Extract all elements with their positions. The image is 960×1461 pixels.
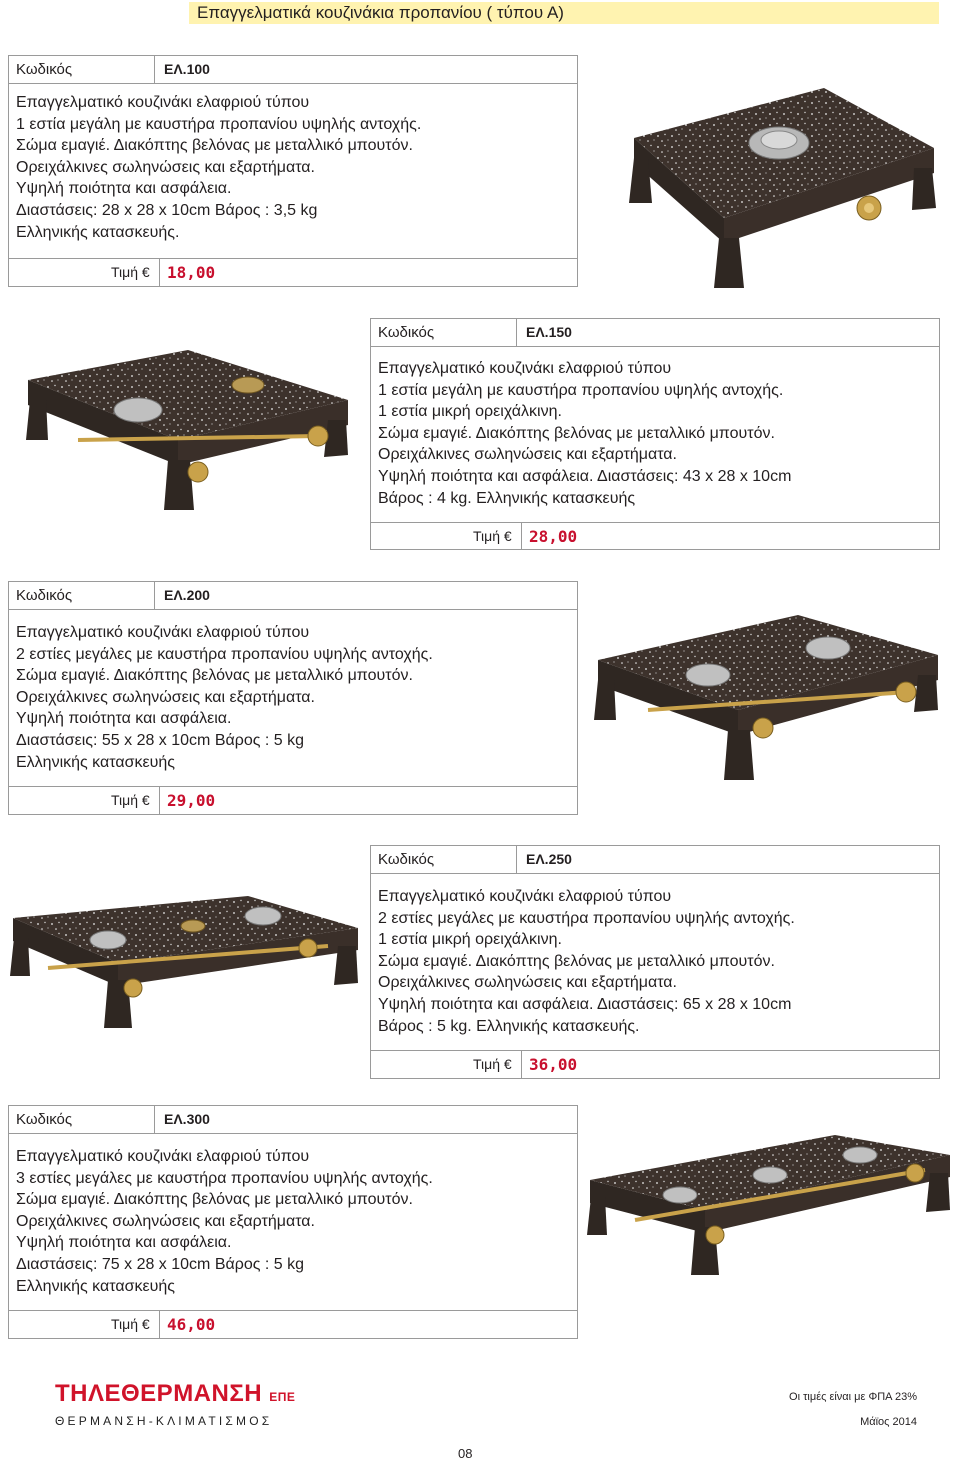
company-logo <box>55 1380 295 1408</box>
page-title: Επαγγελματικά κουζινάκια προπανίου ( τύπου Α) <box>197 3 564 22</box>
product-code: ΕΛ.300 <box>164 1111 210 1127</box>
product-card-el150 <box>370 318 940 550</box>
gas-stove-photo <box>614 78 944 300</box>
price-label: Τιμή € <box>111 792 150 808</box>
product-description: Επαγγελματικό κουζινάκι ελαφριού τύπου 1 εστία μεγάλη με καυστήρα προπανίου υψηλής αντοχής. Σώμα εμαγιέ. Διακόπτης βελόνας με μεταλλικό μπουτόν. Ορειχάλκινες σωληνώσεις και εξαρτήματα. Υψηλή ποιότητα και ασφάλεια. Διαστάσεις: 28 x 28 x 10cm Βάρος : 3,5 kg Ελληνικής κατασκευής. <box>16 94 422 241</box>
product-code: ΕΛ.100 <box>164 61 210 77</box>
price-label: Τιμή € <box>111 264 150 280</box>
vat-note: Οι τιμές είναι με ΦΠΑ 23% <box>789 1391 917 1403</box>
product-card-el250 <box>370 845 940 1079</box>
gas-stove-photo <box>8 888 363 1053</box>
code-label: Κωδικός <box>16 587 73 604</box>
product-code: ΕΛ.150 <box>526 324 572 340</box>
code-label: Κωδικός <box>378 851 435 868</box>
price-value: 18,00 <box>167 263 216 282</box>
price-label: Τιμή € <box>473 1056 512 1072</box>
product-description: Επαγγελματικό κουζινάκι ελαφριού τύπου 3 εστίες μεγάλες με καυστήρα προπανίου υψηλής αντοχής. Σώμα εμαγιέ. Διακόπτης βελόνας με μεταλλικό μπουτόν. Ορειχάλκινες σωληνώσεις και εξαρτήματα. Υψηλή ποιότητα και ασφάλεια. Διαστάσεις: 75 x 28 x 10cm Βάρος : 5 kg Ελληνικής κατασκευής <box>16 1148 433 1295</box>
product-description: Επαγγελματικό κουζινάκι ελαφριού τύπου 1 εστία μεγάλη με καυστήρα προπανίου υψηλής αντοχής. 1 εστία μικρή ορειχάλκινη. Σώμα εμαγιέ. Διακόπτης βελόνας με μεταλλικό μπουτόν. Ορειχάλκινες σωληνώσεις και εξαρτήματα. Υψηλή ποιότητα και ασφάλεια. Διαστάσεις: 43 x 28 x 10cm Βάρος : 4 kg. Ελληνικής κατασκευής <box>378 360 792 507</box>
brand-name: ΤΗΛΕΘΕΡΜΑΝΣΗ <box>55 1380 263 1407</box>
price-value: 28,00 <box>529 527 578 546</box>
price-value: 46,00 <box>167 1315 216 1334</box>
code-label: Κωδικός <box>16 61 73 78</box>
price-value: 29,00 <box>167 791 216 810</box>
gas-stove-photo <box>588 600 948 790</box>
price-label: Τιμή € <box>111 1316 150 1332</box>
brand-subtitle: ΘΕΡΜΑΝΣΗ-ΚΛΙΜΑΤΙΣΜΟΣ <box>55 1414 273 1428</box>
product-card-el200 <box>8 581 578 815</box>
price-label: Τιμή € <box>473 528 512 544</box>
product-description: Επαγγελματικό κουζινάκι ελαφριού τύπου 2 εστίες μεγάλες με καυστήρα προπανίου υψηλής αντοχής. Σώμα εμαγιέ. Διακόπτης βελόνας με μεταλλικό μπουτόν. Ορειχάλκινες σωληνώσεις και εξαρτήματα. Υψηλή ποιότητα και ασφάλεια. Διαστάσεις: 55 x 28 x 10cm Βάρος : 5 kg Ελληνικής κατασκευής <box>16 624 433 771</box>
product-card-el100 <box>8 55 578 287</box>
page-title-banner <box>189 2 939 24</box>
brand-suffix: ΕΠΕ <box>269 1390 296 1404</box>
code-label: Κωδικός <box>378 324 435 341</box>
page-number: 08 <box>458 1446 473 1461</box>
code-label: Κωδικός <box>16 1111 73 1128</box>
product-code: ΕΛ.200 <box>164 587 210 603</box>
gas-stove-photo <box>18 340 358 520</box>
product-description: Επαγγελματικό κουζινάκι ελαφριού τύπου 2 εστίες μεγάλες με καυστήρα προπανίου υψηλής αντοχής. 1 εστία μικρή ορειχάλκινη. Σώμα εμαγιέ. Διακόπτης βελόνας με μεταλλικό μπουτόν. Ορειχάλκινες σωληνώσεις και εξαρτήματα. Υψηλή ποιότητα και ασφάλεια. Διαστάσεις: 65 x 28 x 10cm Βάρος : 5 kg. Ελληνικής κατασκευής. <box>378 888 795 1035</box>
product-card-el300 <box>8 1105 578 1339</box>
price-value: 36,00 <box>529 1055 578 1074</box>
gas-stove-photo <box>585 1125 955 1290</box>
publication-date: Μάϊος 2014 <box>860 1416 917 1428</box>
product-code: ΕΛ.250 <box>526 851 572 867</box>
